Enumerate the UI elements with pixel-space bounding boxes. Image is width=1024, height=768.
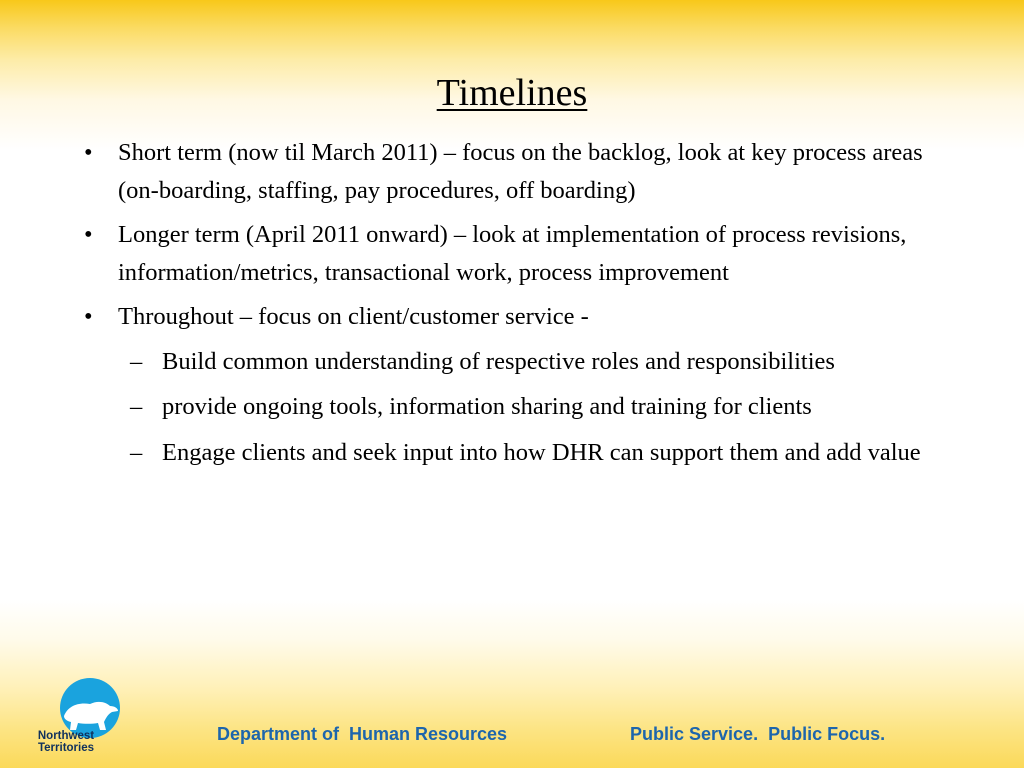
bullet-item [82,298,962,336]
bullet-text: Longer term (April 2011 onward) – look at implementation of process revisions, information/metrics, transactional work, process improvement [118,221,907,286]
bullet-marker: • [84,139,93,166]
bullet-item [82,134,962,209]
bullet-marker: • [84,221,93,248]
sub-bullet-text: provide ongoing tools, information sharing and training for clients [162,393,812,420]
bullet-marker: • [84,303,93,330]
bullet-text: Throughout – focus on client/customer service - [118,303,589,330]
logo-line-2: Territories [37,742,95,754]
sub-bullet-item [82,388,962,426]
sub-bullet-item [82,343,962,381]
sub-bullet-marker: – [130,347,143,375]
sub-bullet-text: Build common understanding of respective roles and responsibilities [162,347,835,375]
slide-title: Timelines [436,72,588,114]
sub-bullet-item [82,434,962,472]
logo-text [30,730,102,754]
slide-content [82,134,962,479]
footer-tagline: Public Service. Public Focus. [630,724,886,744]
sub-bullet-text: Engage clients and seek input into how DHR can support them and add value [162,438,921,466]
sub-bullet-marker: – [130,438,143,466]
bullet-item [82,216,962,291]
footer-department: Department of Human Resources [217,724,508,744]
sub-bullet-marker: – [130,393,143,420]
bullet-text: Short term (now til March 2011) – focus on the backlog, look at key process areas (on-boarding, staffing, pay procedures, off boarding) [118,139,923,204]
logo-line-1: Northwest [37,730,95,742]
